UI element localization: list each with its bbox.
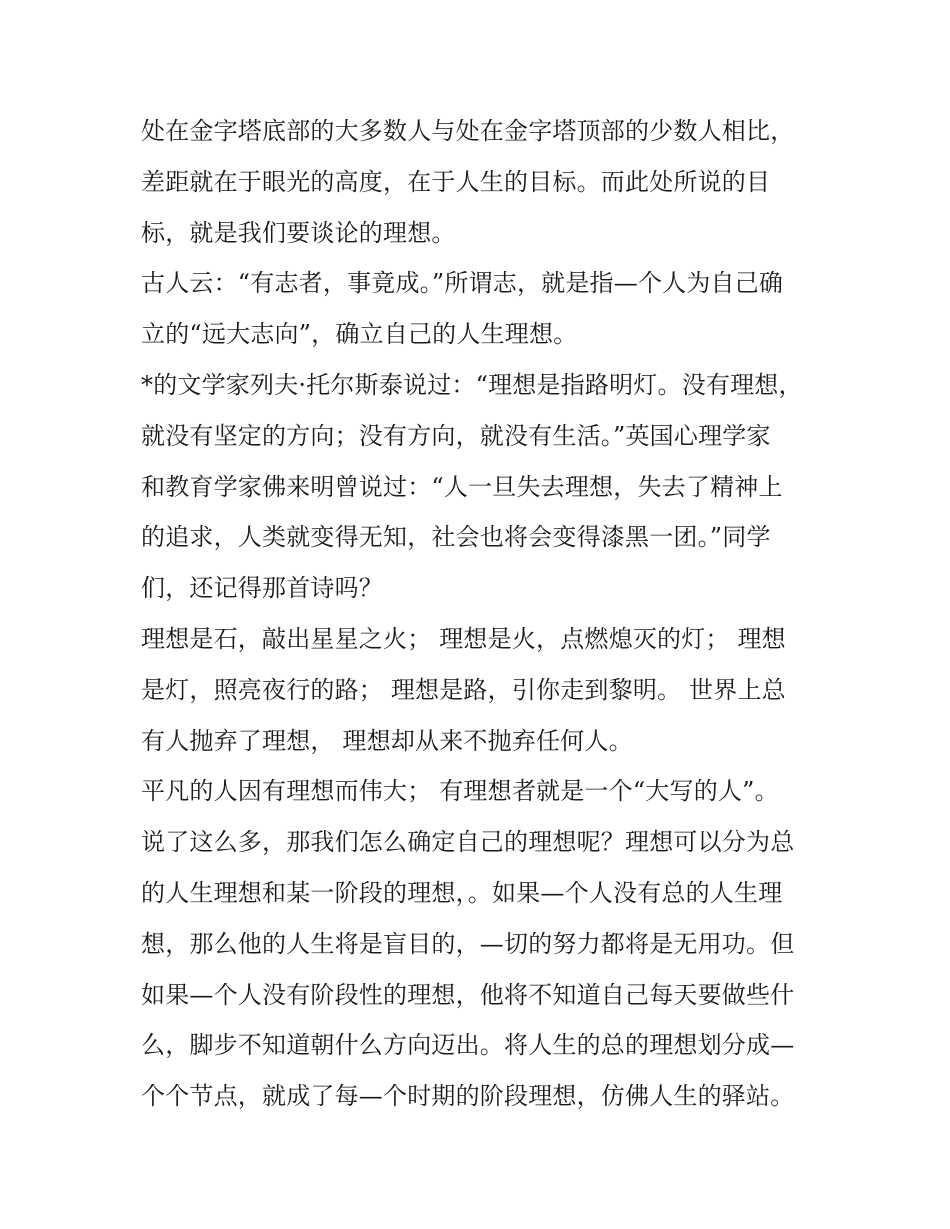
text-line: 和教育学家佛来明曾说过：“人一旦失去理想，失去了精神上 [141,472,783,501]
text-line: 就没有坚定的方向；没有方向，就没有生活。”英国心理学家 [141,421,771,450]
text-line: 说了这么多，那我们怎么确定自己的理想呢？理想可以分为总 [141,828,795,857]
text-line: 有人抛弃了理想， 理想却从来不抛弃任何人。 [141,726,633,755]
text-line: 们，还记得那首诗吗？ [141,574,383,603]
text-line: 处在金字塔底部的大多数人与处在金字塔顶部的少数人相比， [141,117,795,145]
text-line: 个个节点，就成了每—个时期的阶段理想，仿佛人生的驿站。 [141,1082,795,1111]
text-line: 古人云：“有志者，事竟成。”所谓志，就是指—个人为自己确 [141,269,784,298]
text-line: 立的“远大志向”，确立自己的人生理想。 [141,320,578,349]
document-text [141,106,821,1122]
text-line: 标，就是我们要谈论的理想。 [141,218,456,247]
text-line: 差距就在于眼光的高度，在于人生的目标。而此处所说的目 [141,167,771,196]
text-line: 是灯，照亮夜行的路； 理想是路，引你走到黎明。 世界上总 [141,675,786,704]
text-line: 平凡的人因有理想而伟大； 有理想者就是一个“大写的人”。 [141,777,779,806]
text-line: *的文学家列夫·托尔斯泰说过：“理想是指路明灯。没有理想， [141,370,803,399]
text-line: 么，脚步不知道朝什么方向迈出。将人生的总的理想划分成— [141,1031,795,1060]
text-line: 想，那么他的人生将是盲目的，—切的努力都将是无用功。但 [141,929,795,958]
text-line: 的追求，人类就变得无知，社会也将会变得漆黑一团。”同学 [141,523,771,552]
text-line: 如果—个人没有阶段性的理想，他将不知道自己每天要做些什 [141,980,795,1009]
text-line: 的人生理想和某一阶段的理想，。如果—个人没有总的人生理 [141,878,783,907]
text-line: 理想是石，敲出星星之火； 理想是火，点燃熄灭的灯； 理想 [141,624,786,653]
